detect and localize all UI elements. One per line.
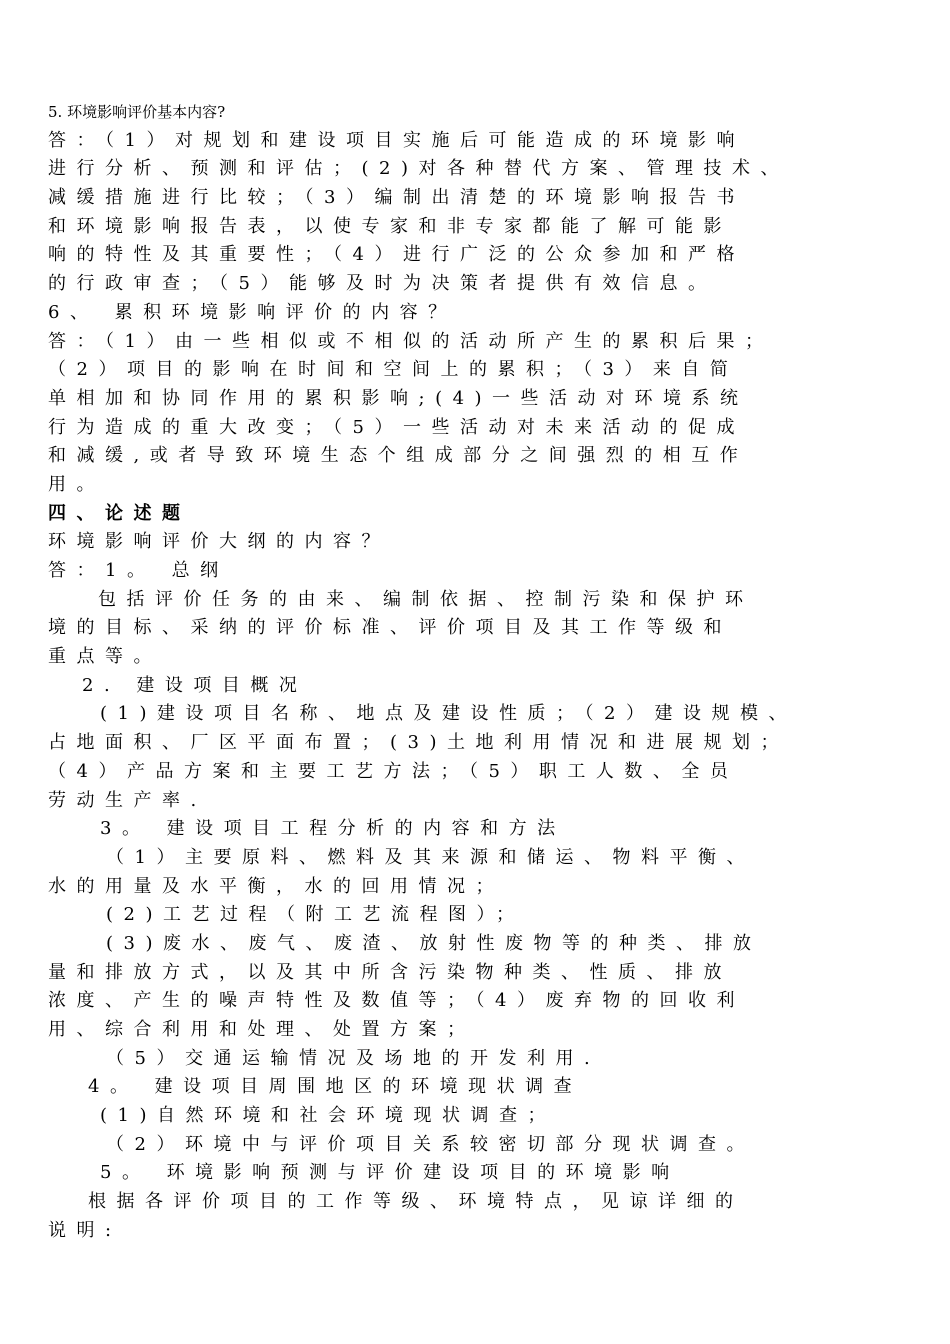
- essay-5-line-1: 根据各评价项目的工作等级、环境特点，见谅详细的: [88, 1191, 744, 1213]
- essay-question-title: 环境影响评价大纲的内容？: [48, 531, 390, 553]
- essay-3-line-3: (2)工艺过程（附工艺流程图）；: [106, 904, 525, 926]
- essay-3-title: 3。 建设项目工程分析的内容和方法: [100, 818, 566, 840]
- essay-5-line-2: 说明:: [48, 1219, 122, 1241]
- essay-2-line-2: 占地面积、厂区平面布置；(3)土地利用情况和进展规划；: [48, 732, 789, 754]
- essay-2-line-3: （4）产品方案和主要工艺方法；（5）职工人数、全员: [48, 760, 739, 782]
- section-4-heading: 四、论述题: [48, 502, 191, 524]
- essay-3-line-6: 浓度、产生的噪声特性及数值等；（4）废弃物的回收利: [48, 990, 745, 1012]
- essay-3-line-4: (3)废水、废气、废渣、放射性废物等的种类、排放: [106, 932, 762, 954]
- essay-1-line-1: 包括评价任务的由来、编制依据、控制污染和保护环: [98, 588, 754, 610]
- answer-6-line-3: 单相加和协同作用的累积影响;(4)一些活动对环境系统: [48, 387, 749, 409]
- essay-3-line-5: 量和排放方式，以及其中所含污染物种类、性质、排放: [48, 961, 732, 983]
- essay-1-line-2: 境的目标、采纳的评价标准、评价项目及其工作等级和: [48, 617, 732, 639]
- answer-5-line-4: 和环境影响报告表，以使专家和非专家都能了解可能影: [48, 215, 732, 237]
- essay-2-line-4: 劳动生产率.: [48, 789, 207, 811]
- essay-5-title: 5。 环境影响预测与评价建设项目的环境影响: [100, 1162, 680, 1184]
- essay-2-title: 2. 建设项目概况: [82, 674, 308, 696]
- essay-4-title: 4。 建设项目周围地区的环境现状调查: [88, 1076, 583, 1098]
- essay-4-line-1: (1)自然环境和社会环境现状调查；: [100, 1105, 556, 1127]
- document-page: [48, 98, 918, 1246]
- essay-3-line-1: （1）主要原料、燃料及其来源和储运、物料平衡、: [106, 846, 755, 868]
- answer-6-line-1: 答：（1）由一些相似或不相似的活动所产生的累积后果；: [48, 330, 774, 352]
- question-5-title: 5. 环境影响评价基本内容?: [48, 103, 226, 121]
- essay-3-line-2: 水的用量及水平衡，水的回用情况；: [48, 875, 504, 897]
- answer-5-line-2: 进行分析、预测和评估；(2)对各种替代方案、管理技术、: [48, 158, 789, 180]
- essay-3-line-7: 用、综合利用和处理、处置方案；: [48, 1019, 476, 1040]
- question-6-title: 6、 累积环境影响评价的内容？: [48, 301, 457, 323]
- answer-5-line-1: 答：（1）对规划和建设项目实施后可能造成的环境影响: [48, 129, 745, 151]
- answer-5-line-5: 响的特性及其重要性；（4）进行广泛的公众参加和严格: [48, 244, 745, 266]
- answer-5-line-6: 的行政审查；（5）能够及时为决策者提供有效信息。: [48, 273, 717, 295]
- answer-6-line-6: 用。: [48, 473, 105, 495]
- answer-6-line-2: （2）项目的影响在时间和空间上的累积；（3）来自简: [48, 359, 739, 381]
- essay-4-line-2: （2）环境中与评价项目关系较密切部分现状调查。: [106, 1133, 755, 1155]
- essay-2-line-1: (1)建设项目名称、地点及建设性质；（2）建设规模、: [100, 703, 797, 725]
- answer-5-line-3: 减缓措施进行比较；（3）编制出清楚的环境影响报告书: [48, 187, 745, 209]
- essay-1-line-3: 重点等。: [48, 646, 162, 668]
- essay-3-line-8: （5）交通运输情况及场地的开发利用.: [106, 1047, 601, 1069]
- answer-6-line-5: 和减缓,或者导致环境生态个组成部分之间强烈的相互作: [48, 445, 749, 467]
- essay-answer-1-title: 答：1。 总纲: [48, 560, 229, 581]
- answer-6-line-4: 行为造成的重大改变；（5）一些活动对未来活动的促成: [48, 416, 745, 438]
